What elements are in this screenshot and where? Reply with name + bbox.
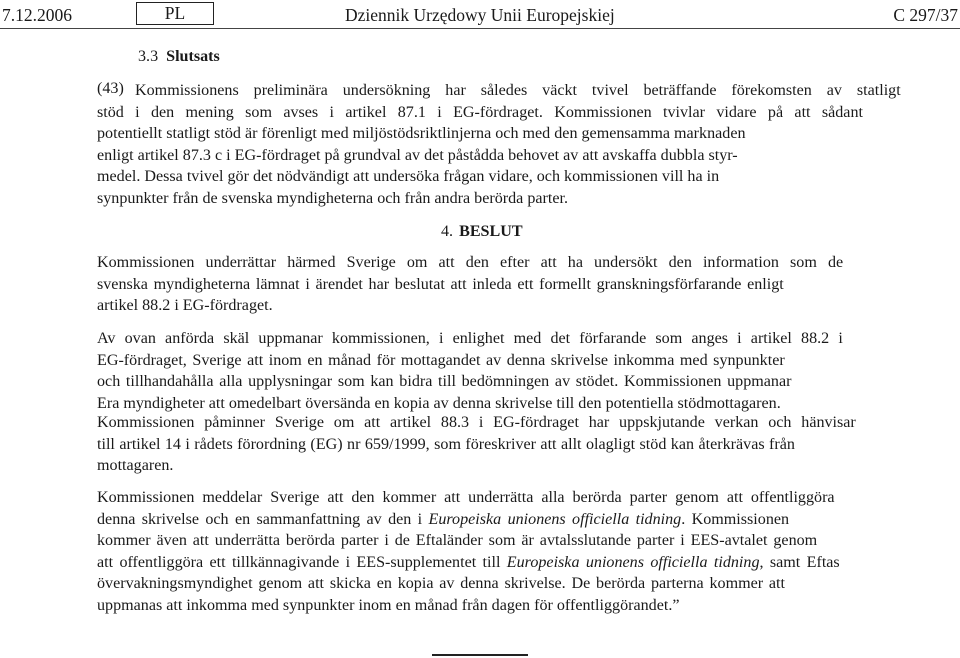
page-header (0, 2, 960, 28)
journal-title: Dziennik Urzędowy Unii Europejskiej (345, 5, 615, 25)
page-reference: C 297/37 (893, 5, 958, 25)
header-divider (0, 28, 960, 29)
text-line: artikel 88.2 i EG-fördraget. (97, 297, 273, 314)
decision-heading (441, 221, 523, 243)
text-line: enligt artikel 87.3 c i EG-fördraget på grundval av det påstådda behovet av att avskaffa dubbla styr- (97, 146, 738, 164)
decision-title: BESLUT (459, 223, 523, 240)
paragraph-invitation (97, 328, 843, 414)
section-number: 3.3 (138, 48, 159, 65)
section-title: Slutsats (166, 48, 220, 65)
paragraph-reminder (97, 412, 856, 477)
text-line: Kommissionen underrättar härmed Sverige om att den efter att ha undersökt den information som de (97, 254, 844, 271)
text-run: att offentliggöra ett tillkännagivande i EES-supplementet till (97, 553, 507, 571)
text-line: och tillhandahålla alla upplysningar som kan bidra till bedömningen av stödet. Kommissionen uppmanar (97, 373, 792, 390)
paragraph-line (135, 80, 901, 102)
paragraph-number: (43) (97, 80, 124, 97)
text-run: denna skrivelse och en sammanfattning av den i (97, 510, 429, 528)
text-line: till artikel 14 i rådets förordning (EG) nr 659/1999, som föreskriver att allt olagligt stöd kan återkrävas från (97, 435, 795, 453)
text-line: potentiellt statligt stöd är förenligt med miljöstödsriktlinjerna och med den gemensamma marknaden (97, 125, 746, 142)
language-box: PL (136, 2, 214, 25)
text-line: svenska myndigheterna lämnat i ärendet har beslutat att inleda ett formellt granskningsförfarande enligt (97, 275, 784, 293)
text-line: kommer även att underrätta berörda parter i de Eftaländer som är avtalsslutande parter i EES-avtalet genom (97, 532, 818, 549)
text-line: mottagaren. (97, 457, 174, 474)
text-line: synpunkter från de svenska myndigheterna och från andra berörda parter. (97, 189, 569, 207)
journal-name-italic: Europeiska unionens officiella tidning (428, 510, 682, 528)
paragraph-continuation (97, 102, 863, 210)
text-line: Kommissionen påminner Sverige om att artikel 88.3 i EG-fördraget har uppskjutande verkan och hänvisar (97, 414, 856, 431)
text-run: . Kommissionen (681, 510, 790, 528)
text-line: EG-fördraget, Sverige att inom en månad för mottagandet av denna skrivelse inkomma med synpunkter (97, 351, 785, 369)
text-line: Era myndigheter att omedelbart översända en kopia av denna skrivelse till den potentiella stödmottagaren. (97, 394, 781, 412)
text-line: Kommissionens preliminära undersökning har således väckt tvivel beträffande förekomsten av statligt (135, 82, 901, 99)
text-run: , samt Eftas (759, 553, 840, 571)
text-line: stöd i den mening som avses i artikel 87.1 i EG-fördraget. Kommissionen tvivlar vidare på att sådant (97, 103, 863, 121)
journal-name-italic: Europeiska unionens officiella tidning (506, 553, 760, 571)
footer-divider (432, 654, 528, 656)
section-heading (138, 46, 220, 68)
text-line: övervakningsmyndighet genom att skicka en kopia av denna skrivelse. De berörda parterna kommer att (97, 575, 785, 592)
decision-number: 4. (441, 223, 454, 240)
text-line (97, 552, 840, 574)
text-line: Kommissionen meddelar Sverige att den kommer att underrätta alla berörda parter genom att offentliggöra (97, 489, 835, 506)
paragraph-notification (97, 252, 843, 317)
text-line (97, 509, 840, 531)
text-line: uppmanas att inkomma med synpunkter inom en månad från dagen för offentliggörandet.” (97, 596, 680, 614)
publication-date: 7.12.2006 (2, 5, 72, 25)
text-line: Av ovan anförda skäl uppmanar kommissionen, i enlighet med det förfarande som anges i artikel 88.2 i (97, 330, 843, 347)
text-line: medel. Dessa tvivel gör det nödvändigt att undersöka frågan vidare, och kommissionen vill ha in (97, 168, 720, 185)
paragraph-publication (97, 487, 840, 616)
